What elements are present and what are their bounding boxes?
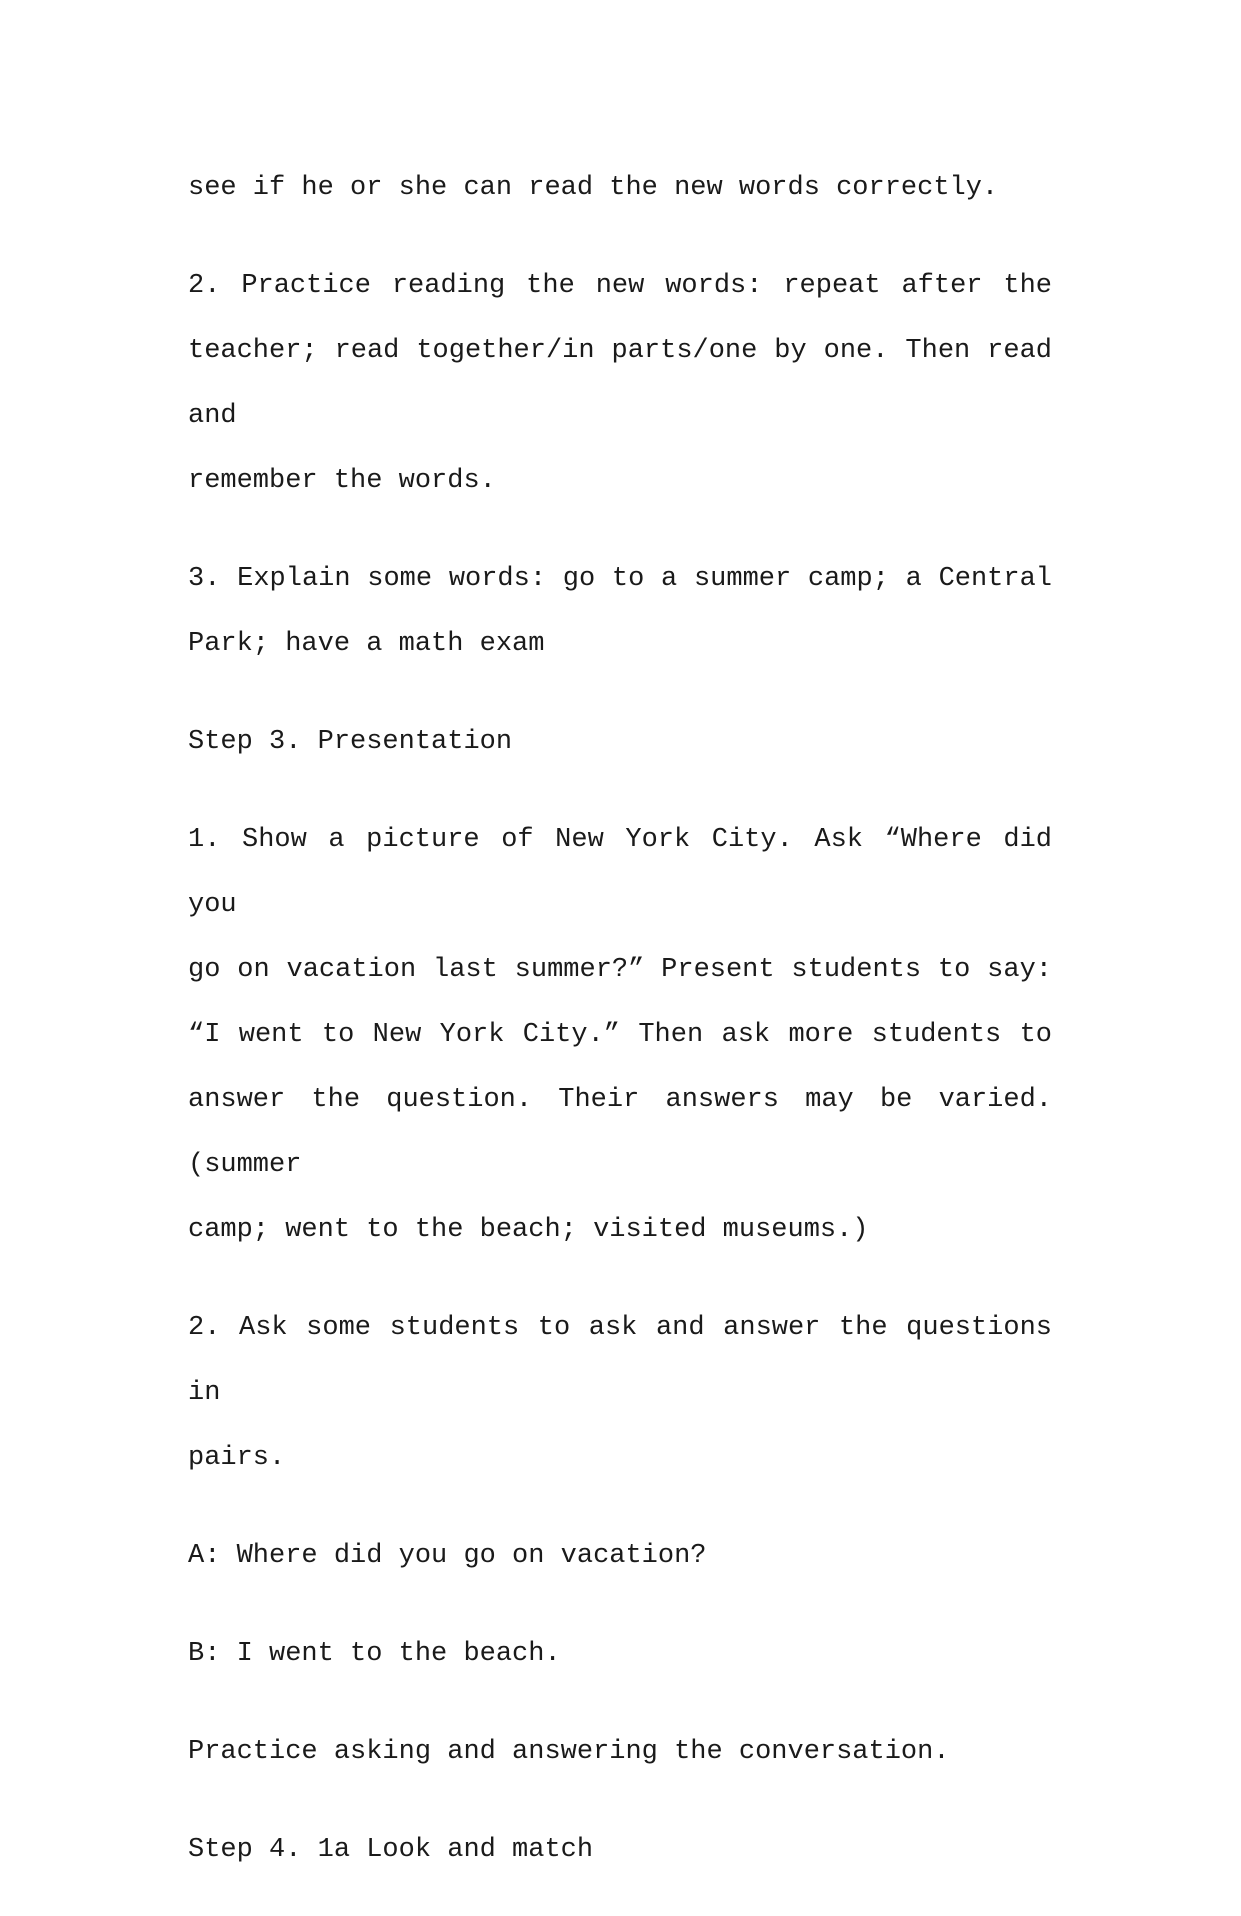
text-line: camp; went to the beach; visited museums.) (188, 1215, 869, 1245)
paragraph-practice-reading (188, 254, 1052, 514)
text-line: answer the question. Their answers may be varied. (summer (188, 1085, 1052, 1180)
section-heading: Step 3. Presentation (188, 727, 513, 757)
paragraph-read-check (188, 156, 1052, 221)
paragraph-practice-conversation (188, 1720, 1052, 1785)
text-line: “I went to New York City.” Then ask more students to (188, 1020, 1052, 1050)
dialog-line-a (188, 1524, 1052, 1589)
paragraph-pair-questions (188, 1296, 1052, 1491)
text-line: 2. Practice reading the new words: repeat after the (188, 271, 1052, 301)
paragraph-show-picture (188, 808, 1052, 1263)
text-line: go on vacation last summer?” Present students to say: (188, 955, 1052, 985)
step4-heading (188, 1818, 1052, 1883)
text-line: 3. Explain some words: go to a summer camp; a Central (188, 564, 1052, 594)
text-line: see if he or she can read the new words correctly. (188, 173, 999, 203)
text-line: remember the words. (188, 466, 496, 496)
document-body (188, 156, 1052, 1916)
text-line: pairs. (188, 1443, 286, 1473)
dialog-line-b (188, 1622, 1052, 1687)
text-line: B: I went to the beach. (188, 1639, 561, 1669)
text-line: A: Where did you go on vacation? (188, 1541, 707, 1571)
text-line: Park; have a math exam (188, 629, 545, 659)
text-line: 2. Ask some students to ask and answer the questions in (188, 1313, 1052, 1408)
section-heading: Step 4. 1a Look and match (188, 1835, 594, 1865)
paragraph-explain-words (188, 547, 1052, 677)
step3-heading (188, 710, 1052, 775)
text-line: teacher; read together/in parts/one by one. Then read and (188, 336, 1052, 431)
text-line: Practice asking and answering the conversation. (188, 1737, 950, 1767)
text-line: 1. Show a picture of New York City. Ask “Where did you (188, 825, 1052, 920)
